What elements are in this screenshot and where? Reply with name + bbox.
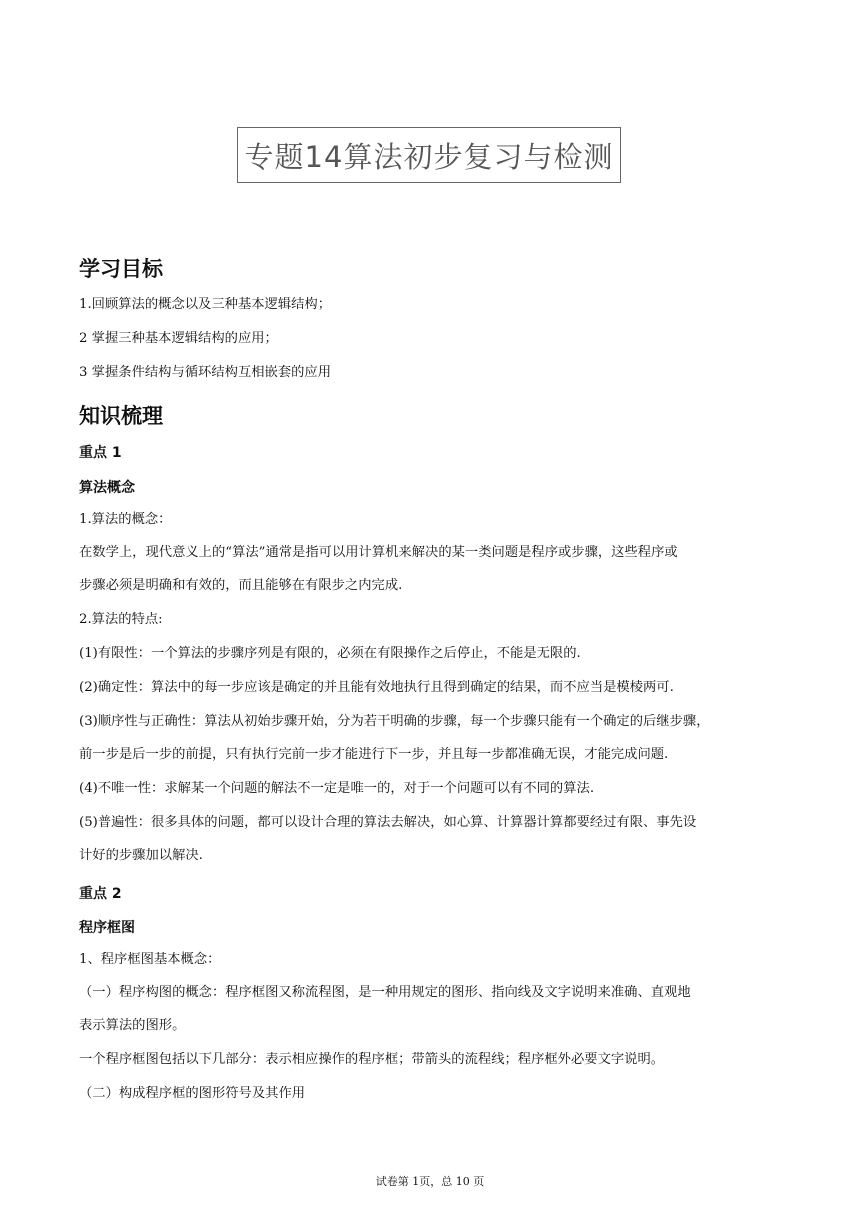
body-line: 2.算法的特点: [79, 612, 163, 627]
page-footer: 试卷第 1页，总 10 页 [375, 1175, 485, 1188]
goal-line: 3 掌握条件结构与循环结构互相嵌套的应用 [79, 365, 332, 380]
body-line: (2)确定性：算法中的每一步应该是确定的并且能有效地执行且得到确定的结果，而不应当是模棱两可. [79, 680, 674, 695]
body-line: 1.算法的概念： [79, 512, 172, 527]
key1-heading: 重点 1 [79, 445, 122, 461]
key2-heading: 重点 2 [79, 886, 122, 902]
goal-line: 1.回顾算法的概念以及三种基本逻辑结构； [79, 297, 332, 312]
title-box [237, 127, 621, 183]
key1-subheading: 算法概念 [79, 480, 135, 496]
body-line: (1)有限性：一个算法的步骤序列是有限的，必须在有限操作之后停止，不能是无限的. [79, 646, 581, 661]
body-line: （二）构成程序框的图形符号及其作用 [79, 1086, 306, 1101]
key2-subheading: 程序框图 [79, 920, 135, 936]
body-line: 一个程序框图包括以下几部分：表示相应操作的程序框；带箭头的流程线；程序框外必要文字说明。 [79, 1052, 665, 1067]
body-line: 前一步是后一步的前提，只有执行完前一步才能进行下一步，并且每一步都准确无误，才能完成问题. [79, 747, 669, 762]
body-line: 在数学上，现代意义上的“算法”通常是指可以用计算机来解决的某一类问题是程序或步骤，这些程序或 [79, 545, 678, 560]
body-line: (5)普遍性：很多具体的问题，都可以设计合理的算法去解决，如心算、计算器计算都要经过有限、事先设 [79, 815, 697, 830]
goal-line: 2 掌握三种基本逻辑结构的应用； [79, 331, 278, 346]
body-line: （一）程序构图的概念：程序框图又称流程图，是一种用规定的图形、指向线及文字说明来准确、直观地 [79, 985, 691, 1000]
goals-heading: 学习目标 [79, 257, 163, 281]
knowledge-heading: 知识梳理 [79, 404, 163, 428]
body-line: (3)顺序性与正确性：算法从初始步骤开始，分为若干明确的步骤，每一个步骤只能有一个确定的后继步骤， [79, 714, 710, 729]
document-title: 专题14算法初步复习与检测 [244, 139, 614, 174]
body-line: (4)不唯一性：求解某一个问题的解法不一定是唯一的，对于一个问题可以有不同的算法. [79, 781, 595, 796]
body-line: 步骤必须是明确和有效的，而且能够在有限步之内完成. [79, 578, 403, 593]
body-line: 1、程序框图基本概念： [79, 952, 221, 967]
body-line: 计好的步骤加以解决. [79, 848, 203, 863]
body-line: 表示算法的图形。 [79, 1018, 186, 1033]
